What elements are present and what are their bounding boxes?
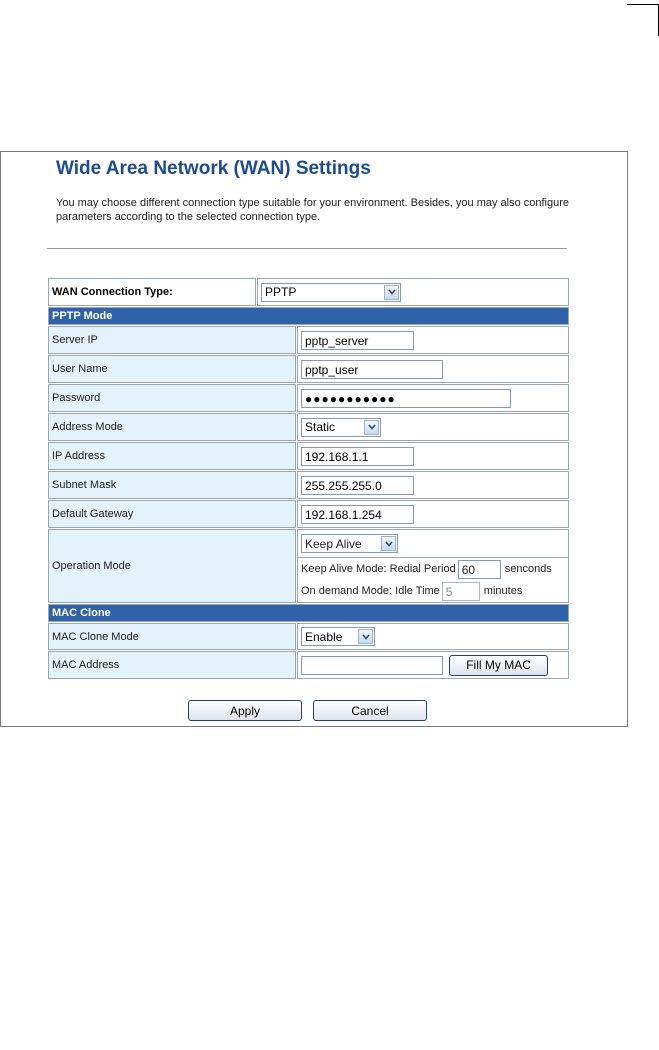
- address-mode-select[interactable]: Static: [301, 418, 381, 437]
- default-gateway-row: [48, 500, 569, 528]
- password-label: Password: [48, 384, 296, 412]
- divider: [47, 248, 567, 249]
- chevron-down-icon: [358, 629, 373, 644]
- page-title: Wide Area Network (WAN) Settings: [56, 158, 371, 179]
- wan-connection-row: [48, 278, 569, 306]
- fill-my-mac-button[interactable]: Fill My MAC: [449, 655, 548, 676]
- user-name-row: [48, 355, 569, 383]
- wan-settings-panel: [0, 151, 628, 727]
- ip-address-input[interactable]: 192.168.1.1: [301, 447, 414, 466]
- server-ip-row: [48, 326, 569, 354]
- mac-address-input[interactable]: [301, 656, 443, 675]
- wan-connection-type-label: WAN Connection Type:: [48, 278, 256, 306]
- mac-address-label: MAC Address: [48, 651, 296, 679]
- operation-mode-select[interactable]: Keep Alive: [301, 534, 398, 553]
- on-demand-line: [301, 580, 565, 602]
- default-gateway-label: Default Gateway: [48, 500, 296, 528]
- page-intro: You may choose different connection type suitable for your environment. Besides, you may also configure parameters according to the selected connection type.: [56, 197, 570, 223]
- ip-address-row: [48, 442, 569, 470]
- password-input[interactable]: ●●●●●●●●●●●: [301, 389, 511, 408]
- operation-mode-row: [48, 529, 569, 603]
- ip-address-label: IP Address: [48, 442, 296, 470]
- server-ip-label: Server IP: [48, 326, 296, 354]
- user-name-input[interactable]: pptp_user: [301, 360, 443, 379]
- keep-alive-label: Keep Alive Mode: Redial Period: [301, 563, 456, 575]
- mac-clone-mode-label: MAC Clone Mode: [48, 623, 296, 650]
- subnet-mask-input[interactable]: 255.255.255.0: [301, 476, 414, 495]
- keep-alive-unit: senconds: [504, 563, 552, 575]
- on-demand-unit: minutes: [483, 585, 523, 597]
- apply-button[interactable]: Apply: [188, 700, 302, 721]
- redial-period-input[interactable]: 60: [458, 560, 501, 579]
- mac-address-row: [48, 651, 569, 679]
- cancel-button[interactable]: Cancel: [313, 700, 427, 721]
- subnet-mask-label: Subnet Mask: [48, 471, 296, 499]
- wan-connection-type-cell: [257, 278, 569, 306]
- operation-mode-label: Operation Mode: [48, 529, 296, 603]
- address-mode-row: [48, 413, 569, 441]
- mac-clone-section-header: MAC Clone: [48, 604, 569, 622]
- form-actions: [188, 700, 427, 721]
- default-gateway-input[interactable]: 192.168.1.254: [301, 505, 414, 524]
- server-ip-input[interactable]: pptp_server: [301, 331, 414, 350]
- mac-clone-mode-select[interactable]: Enable: [301, 627, 375, 646]
- keep-alive-line: [301, 558, 565, 580]
- address-mode-label: Address Mode: [48, 413, 296, 441]
- user-name-label: User Name: [48, 355, 296, 383]
- subnet-mask-row: [48, 471, 569, 499]
- password-row: [48, 384, 569, 412]
- chevron-down-icon: [384, 285, 399, 300]
- idle-time-input[interactable]: 5: [442, 582, 480, 601]
- chevron-down-icon: [364, 420, 379, 435]
- on-demand-label: On demand Mode: Idle Time: [301, 585, 440, 597]
- chevron-down-icon: [381, 536, 396, 551]
- settings-table: [47, 277, 570, 680]
- page-corner-mark: [627, 4, 659, 36]
- wan-connection-type-select[interactable]: PPTP: [261, 283, 401, 302]
- mac-clone-mode-row: [48, 623, 569, 650]
- pptp-section-header: PPTP Mode: [48, 307, 569, 325]
